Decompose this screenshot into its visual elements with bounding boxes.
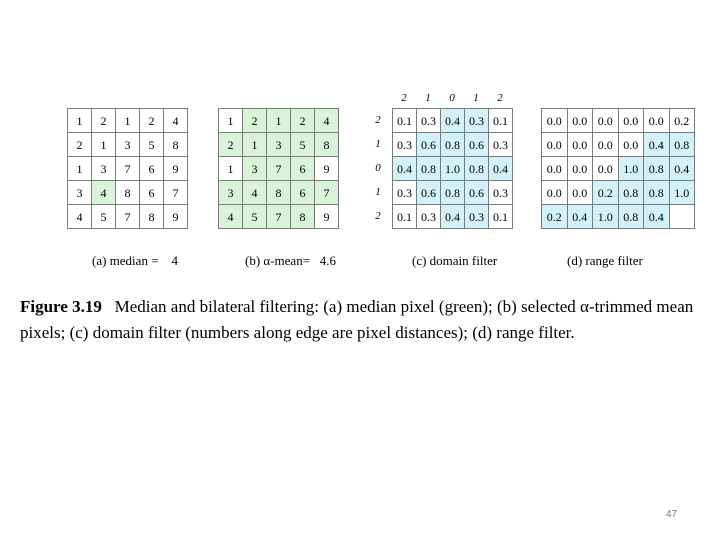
grid-c-cell: 0.8 <box>464 156 488 180</box>
grid-d-cell: 0.2 <box>592 180 618 204</box>
grid-a-cell: 4 <box>91 180 115 204</box>
grid-d-cell: 0.2 <box>669 108 695 132</box>
grid-d-cell: 1.0 <box>618 156 644 180</box>
grid-a-cell: 6 <box>139 156 163 180</box>
grid-a-cell: 5 <box>91 204 115 228</box>
grid-a-cell: 2 <box>91 108 115 132</box>
grid-b-cell: 5 <box>290 132 314 156</box>
grid-d-cell: 0.4 <box>567 204 593 228</box>
grid-b-cell: 8 <box>314 132 338 156</box>
grid-c-cell: 0.6 <box>464 180 488 204</box>
grid-d-cell: 0.0 <box>567 180 593 204</box>
range-filter-grid <box>541 108 695 229</box>
grid-d-cell: 0.2 <box>541 204 567 228</box>
grid-c-cell: 0.1 <box>392 108 416 132</box>
distance-label-top: 2 <box>497 92 503 104</box>
grid-b-cell: 4 <box>314 108 338 132</box>
distance-label-left: 2 <box>375 210 381 222</box>
grid-b-cell: 1 <box>266 108 290 132</box>
grid-a-cell: 8 <box>115 180 139 204</box>
grid-a-cell: 4 <box>67 204 91 228</box>
grid-d-cell: 0.8 <box>618 180 644 204</box>
grid-a-cell: 1 <box>115 108 139 132</box>
grid-a-cell: 1 <box>67 156 91 180</box>
grid-c-cell: 0.3 <box>416 204 440 228</box>
grid-b-cell: 7 <box>266 204 290 228</box>
grid-b-cell: 6 <box>290 156 314 180</box>
grid-a-cell: 5 <box>139 132 163 156</box>
grid-a-cell: 3 <box>115 132 139 156</box>
grid-a-cell: 9 <box>163 204 187 228</box>
grid-b-cell: 5 <box>242 204 266 228</box>
grid-c-cell: 0.6 <box>416 132 440 156</box>
grid-a-cell: 1 <box>91 132 115 156</box>
grid-d-cell: 0.0 <box>541 108 567 132</box>
grid-b-cell: 7 <box>266 156 290 180</box>
grid-c-cell: 0.3 <box>416 108 440 132</box>
grid-d-cell: 0.4 <box>643 204 669 228</box>
grid-b-cell: 9 <box>314 204 338 228</box>
grid-c-cell: 0.6 <box>416 180 440 204</box>
distance-label-left: 2 <box>375 114 381 126</box>
grid-d-cell: 0.8 <box>669 132 695 156</box>
grid-d-cell: 0.0 <box>541 156 567 180</box>
label-range-filter: (d) range filter <box>567 253 643 268</box>
distance-label-left: 1 <box>375 138 381 150</box>
distance-label-top: 2 <box>401 92 407 104</box>
grid-a-cell: 2 <box>67 132 91 156</box>
distance-label-top: 1 <box>473 92 479 104</box>
grid-c-cell: 0.4 <box>440 204 464 228</box>
grid-c-cell: 0.1 <box>488 204 512 228</box>
grid-b-cell: 3 <box>266 132 290 156</box>
grid-d-cell: 0.8 <box>643 180 669 204</box>
grid-d-cell <box>669 204 695 228</box>
grid-a-cell: 1 <box>67 108 91 132</box>
alpha-mean-grid <box>218 108 339 229</box>
figure-number: Figure 3.19 <box>20 297 102 316</box>
grid-d-cell: 0.0 <box>618 108 644 132</box>
grid-a-cell: 3 <box>91 156 115 180</box>
grid-a-cell: 9 <box>163 156 187 180</box>
grid-c-cell: 0.4 <box>488 156 512 180</box>
grid-d-cell: 0.0 <box>643 108 669 132</box>
grid-c-cell: 0.3 <box>392 132 416 156</box>
grid-d-cell: 0.0 <box>567 108 593 132</box>
grid-b-cell: 4 <box>242 180 266 204</box>
grid-b-cell: 1 <box>218 156 242 180</box>
grid-b-cell: 3 <box>242 156 266 180</box>
distance-label-left: 1 <box>375 186 381 198</box>
grid-a-cell: 6 <box>139 180 163 204</box>
grid-c-cell: 0.8 <box>440 132 464 156</box>
grid-c-cell: 0.8 <box>416 156 440 180</box>
caption-text: Median and bilateral filtering: (a) median pixel (green); (b) selected α-trimmed mean pixels; (c) domain filter (numbers along edge are pixel distances); (d) range filter. <box>20 297 694 342</box>
grid-c-cell: 0.4 <box>440 108 464 132</box>
grid-c-cell: 0.1 <box>392 204 416 228</box>
grid-d-cell: 0.4 <box>643 132 669 156</box>
grid-c-cell: 0.8 <box>440 180 464 204</box>
grid-b-cell: 8 <box>290 204 314 228</box>
grid-b-cell: 7 <box>314 180 338 204</box>
grid-c-cell: 0.1 <box>488 108 512 132</box>
label-domain-filter: (c) domain filter <box>412 253 498 268</box>
label-median: (a) median = 4 <box>92 253 179 268</box>
grid-d-cell: 1.0 <box>592 204 618 228</box>
grid-d-cell: 0.8 <box>618 204 644 228</box>
grid-a-cell: 8 <box>163 132 187 156</box>
distance-label-top: 1 <box>425 92 431 104</box>
grid-b-cell: 1 <box>242 132 266 156</box>
figure-caption <box>20 294 710 346</box>
grid-b-cell: 9 <box>314 156 338 180</box>
grid-a-cell: 8 <box>139 204 163 228</box>
grid-b-cell: 2 <box>290 108 314 132</box>
grid-d-cell: 0.0 <box>618 132 644 156</box>
median-grid <box>67 108 188 229</box>
grid-b-cell: 2 <box>218 132 242 156</box>
grid-a-cell: 7 <box>115 204 139 228</box>
grid-a-cell: 7 <box>163 180 187 204</box>
grid-a-cell: 7 <box>115 156 139 180</box>
grid-d-cell: 0.0 <box>541 132 567 156</box>
grid-c-cell: 0.3 <box>488 132 512 156</box>
grid-d-cell: 1.0 <box>669 180 695 204</box>
domain-filter-grid <box>392 108 513 229</box>
grid-b-cell: 2 <box>242 108 266 132</box>
grid-b-cell: 1 <box>218 108 242 132</box>
grid-d-cell: 0.0 <box>592 108 618 132</box>
grid-d-cell: 0.8 <box>643 156 669 180</box>
grid-c-cell: 0.6 <box>464 132 488 156</box>
grid-d-cell: 0.0 <box>541 180 567 204</box>
grid-c-cell: 0.3 <box>488 180 512 204</box>
distance-label-left: 0 <box>375 162 381 174</box>
grid-c-cell: 0.3 <box>392 180 416 204</box>
page-number: 47 <box>666 509 678 520</box>
grid-b-cell: 6 <box>290 180 314 204</box>
grid-d-cell: 0.0 <box>592 156 618 180</box>
grid-c-cell: 0.3 <box>464 204 488 228</box>
grid-d-cell: 0.0 <box>592 132 618 156</box>
grid-c-cell: 0.4 <box>392 156 416 180</box>
grid-d-cell: 0.4 <box>669 156 695 180</box>
grid-b-cell: 3 <box>218 180 242 204</box>
grid-b-cell: 4 <box>218 204 242 228</box>
grid-a-cell: 2 <box>139 108 163 132</box>
grid-c-cell: 0.3 <box>464 108 488 132</box>
distance-label-top: 0 <box>449 92 455 104</box>
grid-d-cell: 0.0 <box>567 156 593 180</box>
grid-a-cell: 4 <box>163 108 187 132</box>
grid-a-cell: 3 <box>67 180 91 204</box>
grid-c-cell: 1.0 <box>440 156 464 180</box>
grid-d-cell: 0.0 <box>567 132 593 156</box>
label-alpha-mean: (b) α-mean= 4.6 <box>245 253 337 268</box>
grid-b-cell: 8 <box>266 180 290 204</box>
